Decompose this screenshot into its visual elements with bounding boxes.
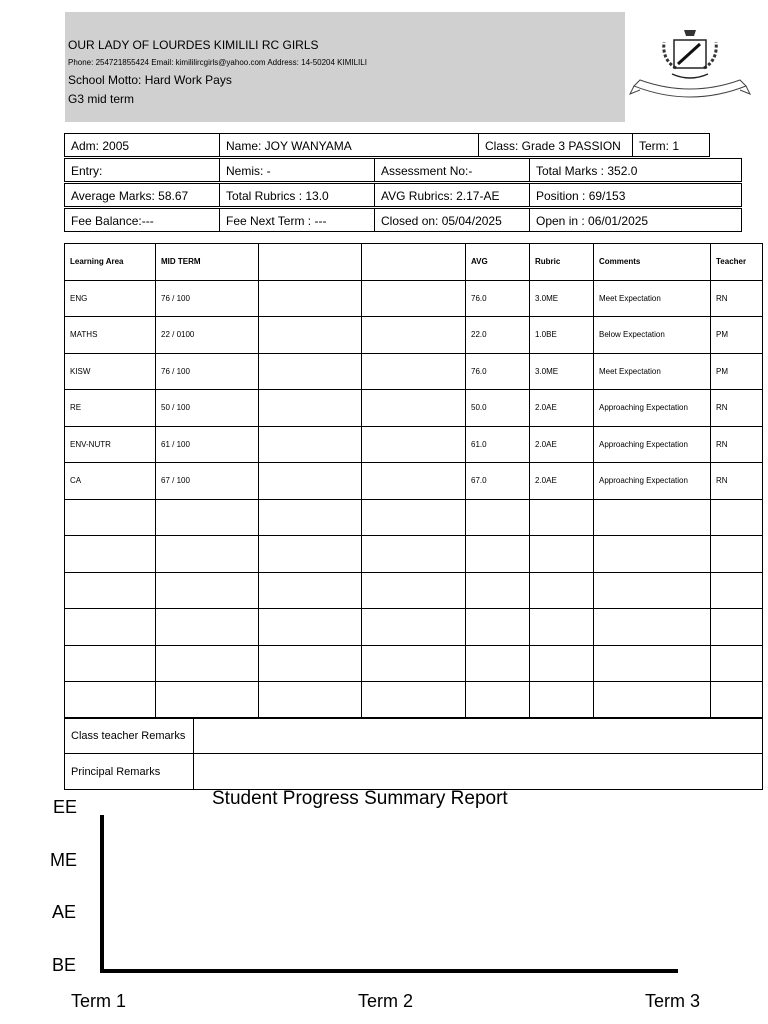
col-header-comments: Comments (594, 244, 711, 281)
cell-avg: 61.0 (466, 426, 530, 463)
empty-cell (156, 609, 259, 646)
principal-remarks-label: Principal Remarks (65, 754, 194, 790)
cell-learning-area: KISW (65, 353, 156, 390)
cell-rubric: 1.0BE (530, 317, 594, 354)
class-teacher-remarks-row (65, 718, 763, 754)
empty-cell (530, 572, 594, 609)
empty-cell (259, 536, 362, 573)
cell-blank-2 (362, 317, 466, 354)
cell-blank-2 (362, 390, 466, 427)
cell-mid-term: 22 / 0100 (156, 317, 259, 354)
marks-table (64, 243, 763, 719)
col-header-blank-1 (259, 244, 362, 281)
open-in-cell: Open in : 06/01/2025 (529, 208, 742, 232)
student-name-cell: Name: JOY WANYAMA (219, 133, 479, 157)
empty-table-row (65, 499, 763, 536)
marks-table-body (65, 280, 763, 718)
empty-cell (259, 572, 362, 609)
school-motto: School Motto: Hard Work Pays (68, 73, 232, 87)
empty-cell (530, 536, 594, 573)
cell-comment: Meet Expectation (594, 280, 711, 317)
position-cell: Position : 69/153 (529, 183, 742, 207)
empty-cell (259, 609, 362, 646)
cell-avg: 67.0 (466, 463, 530, 500)
empty-cell (65, 499, 156, 536)
cell-rubric: 3.0ME (530, 280, 594, 317)
empty-cell (259, 645, 362, 682)
cell-blank-2 (362, 463, 466, 500)
cell-rubric: 2.0AE (530, 390, 594, 427)
cell-rubric: 3.0ME (530, 353, 594, 390)
empty-cell (156, 536, 259, 573)
empty-cell (156, 499, 259, 536)
empty-cell (594, 572, 711, 609)
empty-cell (259, 682, 362, 719)
principal-remarks-row (65, 754, 763, 790)
empty-cell (711, 499, 763, 536)
empty-cell (65, 536, 156, 573)
cell-teacher: RN (711, 426, 763, 463)
empty-table-row (65, 682, 763, 719)
empty-cell (362, 609, 466, 646)
cell-mid-term: 67 / 100 (156, 463, 259, 500)
empty-cell (530, 645, 594, 682)
empty-cell (594, 609, 711, 646)
empty-cell (466, 572, 530, 609)
empty-table-row (65, 645, 763, 682)
entry-cell: Entry: (64, 158, 220, 182)
term-cell: Term: 1 (632, 133, 710, 157)
empty-cell (362, 572, 466, 609)
col-header-mid-term: MID TERM (156, 244, 259, 281)
cell-comment: Below Expectation (594, 317, 711, 354)
average-marks-cell: Average Marks: 58.67 (64, 183, 220, 207)
cell-blank-2 (362, 353, 466, 390)
cell-avg: 76.0 (466, 353, 530, 390)
empty-cell (362, 645, 466, 682)
cell-avg: 76.0 (466, 280, 530, 317)
empty-cell (466, 645, 530, 682)
principal-remarks-field[interactable] (194, 754, 763, 790)
cell-blank-1 (259, 353, 362, 390)
table-row (65, 390, 763, 427)
cell-learning-area: MATHS (65, 317, 156, 354)
avg-rubrics-cell: AVG Rubrics: 2.17-AE (374, 183, 530, 207)
empty-cell (466, 536, 530, 573)
fee-balance-cell: Fee Balance:--- (64, 208, 220, 232)
cell-blank-1 (259, 280, 362, 317)
closed-on-cell: Closed on: 05/04/2025 (374, 208, 530, 232)
empty-cell (156, 572, 259, 609)
empty-cell (65, 609, 156, 646)
cell-comment: Approaching Expectation (594, 390, 711, 427)
school-crest-icon (628, 24, 752, 108)
fee-next-term-cell: Fee Next Term : --- (219, 208, 375, 232)
assessment-cell: Assessment No:- (374, 158, 530, 182)
empty-cell (711, 536, 763, 573)
empty-cell (65, 645, 156, 682)
empty-cell (530, 682, 594, 719)
cell-learning-area: ENG (65, 280, 156, 317)
cell-learning-area: ENV-NUTR (65, 426, 156, 463)
y-tick-label: ME (50, 850, 77, 870)
empty-cell (362, 536, 466, 573)
cell-learning-area: CA (65, 463, 156, 500)
cell-comment: Approaching Expectation (594, 426, 711, 463)
y-tick-label: EE (53, 797, 78, 817)
cell-learning-area: RE (65, 390, 156, 427)
class-cell: Class: Grade 3 PASSION (478, 133, 633, 157)
table-row (65, 463, 763, 500)
table-row (65, 317, 763, 354)
empty-cell (65, 682, 156, 719)
marks-header-row (65, 244, 763, 281)
table-row (65, 426, 763, 463)
cell-avg: 22.0 (466, 317, 530, 354)
empty-table-row (65, 536, 763, 573)
x-tick-label: Term 1 (71, 991, 127, 1011)
y-axis-line (100, 815, 104, 973)
school-header (65, 12, 625, 122)
empty-cell (711, 572, 763, 609)
col-header-rubric: Rubric (530, 244, 594, 281)
x-tick-label: Term 3 (645, 991, 701, 1011)
empty-cell (530, 609, 594, 646)
empty-cell (156, 682, 259, 719)
empty-cell (259, 499, 362, 536)
adm-cell: Adm: 2005 (64, 133, 220, 157)
empty-cell (711, 609, 763, 646)
school-name: OUR LADY OF LOURDES KIMILILI RC GIRLS (68, 38, 319, 52)
empty-cell (466, 682, 530, 719)
cell-blank-1 (259, 390, 362, 427)
cell-avg: 50.0 (466, 390, 530, 427)
empty-cell (362, 682, 466, 719)
x-tick-label: Term 2 (358, 991, 414, 1011)
cell-teacher: RN (711, 280, 763, 317)
cell-blank-2 (362, 280, 466, 317)
y-tick-label: BE (52, 955, 77, 975)
col-header-blank-2 (362, 244, 466, 281)
cell-comment: Approaching Expectation (594, 463, 711, 500)
empty-cell (711, 682, 763, 719)
empty-cell (65, 572, 156, 609)
cell-teacher: PM (711, 353, 763, 390)
empty-table-row (65, 572, 763, 609)
table-row (65, 353, 763, 390)
cell-mid-term: 50 / 100 (156, 390, 259, 427)
remarks-table (64, 717, 763, 790)
cell-blank-1 (259, 317, 362, 354)
class-teacher-remarks-field[interactable] (194, 718, 763, 754)
cell-rubric: 2.0AE (530, 463, 594, 500)
empty-cell (156, 645, 259, 682)
cell-teacher: RN (711, 390, 763, 427)
col-header-teacher: Teacher (711, 244, 763, 281)
total-rubrics-cell: Total Rubrics : 13.0 (219, 183, 375, 207)
empty-cell (530, 499, 594, 536)
empty-table-row (65, 609, 763, 646)
cell-comment: Meet Expectation (594, 353, 711, 390)
cell-mid-term: 76 / 100 (156, 353, 259, 390)
nemis-cell: Nemis: - (219, 158, 375, 182)
cell-rubric: 2.0AE (530, 426, 594, 463)
empty-cell (711, 645, 763, 682)
empty-cell (594, 499, 711, 536)
empty-cell (466, 609, 530, 646)
school-contact: Phone: 254721855424 Email: kimililircgirls@yahoo.com Address: 14-50204 KIMILILI (68, 58, 367, 67)
cell-mid-term: 61 / 100 (156, 426, 259, 463)
cell-teacher: PM (711, 317, 763, 354)
exam-name: G3 mid term (68, 92, 135, 106)
cell-blank-1 (259, 463, 362, 500)
empty-cell (466, 499, 530, 536)
col-header-avg: AVG (466, 244, 530, 281)
cell-blank-1 (259, 426, 362, 463)
x-axis-line (100, 969, 678, 973)
empty-cell (594, 682, 711, 719)
y-tick-label: AE (52, 902, 77, 922)
cell-blank-2 (362, 426, 466, 463)
total-marks-cell: Total Marks : 352.0 (529, 158, 742, 182)
empty-cell (362, 499, 466, 536)
cell-teacher: RN (711, 463, 763, 500)
class-teacher-remarks-label: Class teacher Remarks (65, 718, 194, 754)
empty-cell (594, 645, 711, 682)
empty-cell (594, 536, 711, 573)
col-header-learning-area: Learning Area (65, 244, 156, 281)
chart-title: Student Progress Summary Report (212, 788, 508, 809)
table-row (65, 280, 763, 317)
cell-mid-term: 76 / 100 (156, 280, 259, 317)
